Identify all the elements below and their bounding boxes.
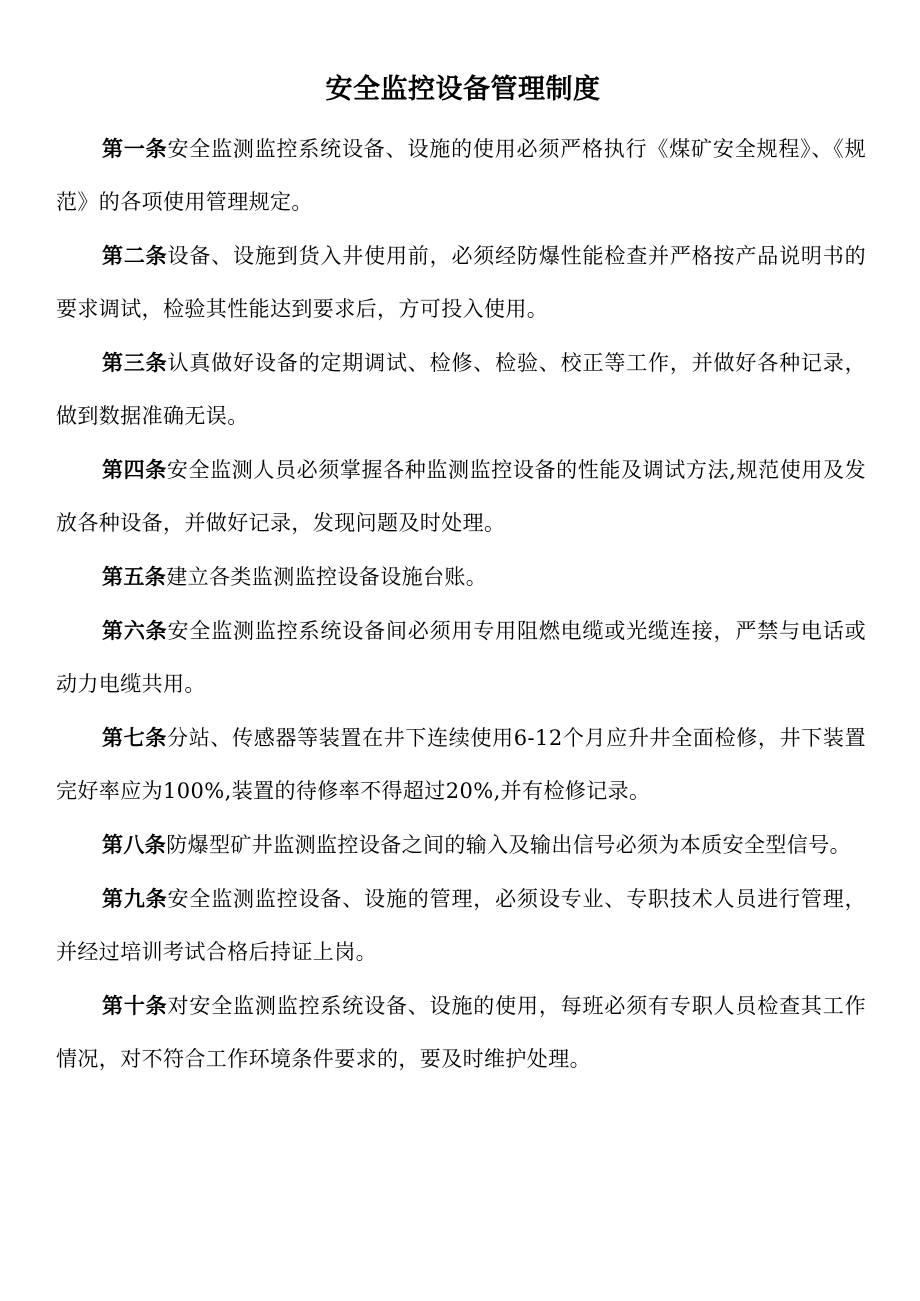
article-4	[56, 443, 866, 550]
article-number: 第五条	[102, 564, 167, 589]
article-text: 认真做好设备的定期调试、检修、检验、校正等工作，并做好各种记录，做到数据准确无误。	[56, 351, 867, 428]
article-3	[56, 336, 866, 443]
article-number: 第一条	[102, 136, 168, 161]
article-5	[56, 550, 866, 604]
article-7	[56, 711, 866, 818]
document-title: 安全监控设备管理制度	[325, 74, 601, 105]
article-2	[56, 229, 866, 336]
article-text: 建立各类监测监控设备设施台账。	[166, 565, 488, 589]
article-8	[56, 818, 866, 872]
article-text: 对安全监测监控系统设备、设施的使用，每班必须有专职人员检查其工作情况，对不符合工作环境条件要求的，要及时维护处理。	[56, 994, 867, 1071]
article-text: 安全监测监控设备、设施的管理，必须设专业、专职技术人员进行管理，并经过培训考试合格后持证上岗。	[56, 887, 867, 964]
article-10	[56, 979, 866, 1086]
article-text: 安全监测监控系统设备、设施的使用必须严格执行《煤矿安全规程》、《规范》的各项使用管理规定。	[56, 137, 866, 214]
article-text: 安全监测人员必须掌握各种监测监控设备的性能及调试方法,规范使用及发放各种设备，并做好记录，发现问题及时处理。	[56, 458, 867, 535]
article-number: 第十条	[102, 993, 168, 1018]
article-6	[56, 604, 866, 711]
article-text: 安全监测监控系统设备间必须用专用阻燃电缆或光缆连接，严禁与电话或动力电缆共用。	[56, 619, 867, 696]
article-number: 第二条	[102, 243, 168, 268]
article-number: 第六条	[102, 618, 168, 643]
article-number: 第三条	[102, 350, 168, 375]
article-text: 设备、设施到货入井使用前，必须经防爆性能检查并严格按产品说明书的要求调试，检验其性能达到要求后，方可投入使用。	[56, 244, 867, 321]
article-number: 第七条	[102, 725, 168, 750]
article-number: 第八条	[102, 832, 167, 857]
article-number: 第九条	[102, 886, 168, 911]
article-number: 第四条	[102, 457, 167, 482]
document-page	[56, 70, 866, 1086]
article-text: 防爆型矿井监测监控设备之间的输入及输出信号必须为本质安全型信号。	[166, 833, 851, 857]
article-9	[56, 872, 866, 979]
article-1	[56, 122, 866, 229]
article-text: 分站、传感器等装置在井下连续使用6-12个月应升井全面检修，井下装置完好率应为100%,装置的待修率不得超过20%,并有检修记录。	[56, 726, 867, 803]
